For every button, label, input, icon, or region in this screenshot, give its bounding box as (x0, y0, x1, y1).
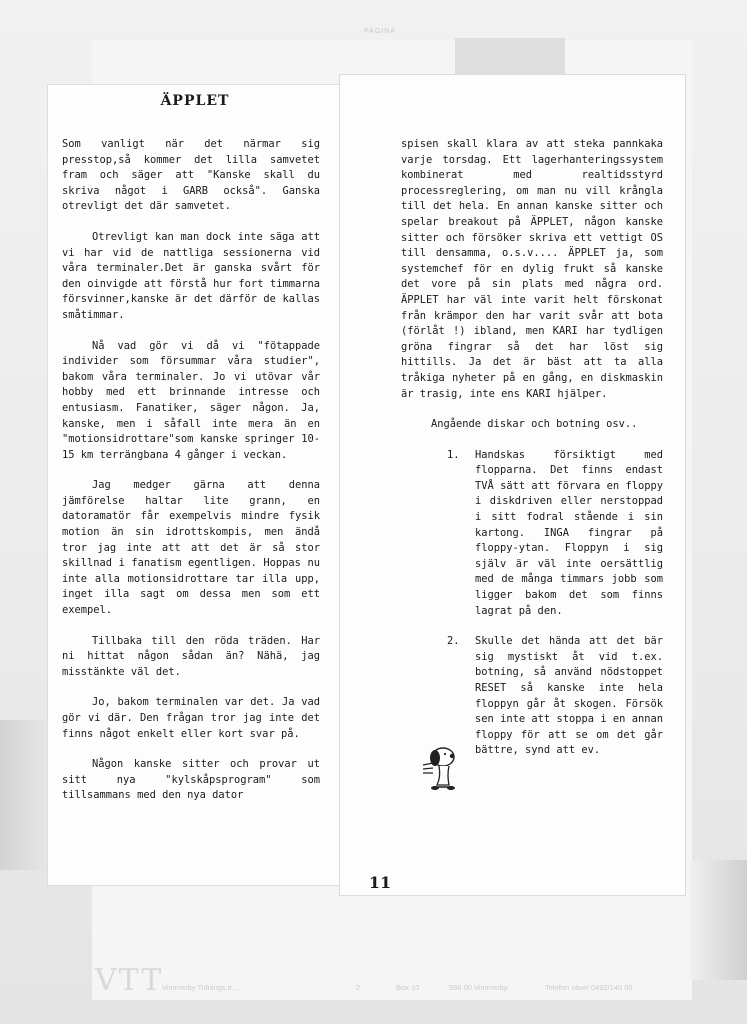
list-number: 1. (447, 448, 460, 461)
paragraph: Angående diskar och botning osv.. (431, 418, 638, 431)
right-column (401, 137, 663, 774)
footer-fragment: 2 (356, 983, 361, 992)
footer-phone: Telefon växel 0492/140 00 (545, 983, 633, 992)
list-item-text: Handskas försiktigt med flopparna. Det finns endast TVÅ sätt att förvara en floppy i diskdriven eller nerstoppad i sitt fodral stående i sin kartong. INGA fingrar på floppy-ytan. Floppyn i sig själv är väl inte oersättlig med de många timmars jobb som ligger bakom det som finns lagrat på den. (475, 448, 663, 617)
list-item (401, 448, 663, 620)
numbered-list (401, 448, 663, 759)
page-number: 11 (368, 873, 392, 892)
header-strip: PAGINA (364, 28, 396, 35)
paragraph: Någon kanske sitter och provar ut sitt nya "kylskåpsprogram" som tillsammans med den nya dator (62, 758, 320, 802)
paragraph: Jo, bakom terminalen var det. Ja vad gör vi där. Den frågan tror jag inte det finns något enkelt eller kort svar på. (62, 696, 320, 740)
vtt-logo: VTT (95, 963, 164, 998)
left-column (62, 137, 320, 819)
list-number: 2. (447, 635, 460, 648)
article-title: ÄPPLET (160, 93, 230, 109)
paragraph: Nå vad gör vi då vi "fötappade individer som försummar våra studier", bakom våra terminaler. Jo vi utövar vår hobby med ett brinnande intresse och entusiasm. Fanatiker, säger någon. Ja, kanske, men i såfall inte mera än en "motionsidrottare"som kanske springer 10-15 km terrängbana 4 gånger i veckan. (62, 339, 320, 461)
scan-shadow-left (0, 720, 48, 870)
footer-publisher: Vimmerby Tidnings tr... (162, 983, 239, 992)
paragraph: spisen skall klara av att steka pannkaka varje torsdag. Ett lagerhanteringssystem kombinerat med realtidsstyrd processreglering, om man nu vill krångla till det hela. En annan kanske sitter och spelar breakout på ÄPPLET, någon kanske sitter och försöker skriva ett vettigt OS till densamma, o.s.v.... ÄPPLET ja, som systemchef för en dylig frukt så kanske det vore på sin plats med några ord. ÄPPLET har väl inte varit helt förskonat från krämpor den har varit svår att bota (förlåt !) ibland, men KARI har tydligen gröna fingrar så det har löst sig hittills. Ja det är bäst att ta alla tråkiga nyheter på en gång, en diskmaskin är trasig, inte ens KARI hjälper. (401, 138, 663, 400)
paragraph: Som vanligt när det närmar sig presstop,så kommer det lilla samvetet fram och säger att "Kanske skall du skriva något i GARB också". Ganska otrevligt det där samvetet. (62, 138, 320, 213)
footer-box: Box 10 (396, 983, 420, 992)
paragraph: Otrevligt kan man dock inte säga att vi har vid de nattliga sessionerna vid våra terminaler.Det är ganska svårt för den oinvigde att förstå hur fort timmarna försvinner,kanske är det därför de kallas småtimmar. (62, 230, 320, 321)
snoopy-illustration-icon (419, 743, 463, 793)
list-item (401, 634, 663, 759)
footer-postal: 598 00 Vimmerby (449, 983, 508, 992)
scan-shadow-top (455, 38, 565, 78)
paragraph: Tillbaka till den röda träden. Har ni hittat någon sådan än? Nähä, jag misstänkte väl det. (62, 634, 320, 678)
footer (0, 955, 747, 1005)
paragraph: Jag medger gärna att denna jämförelse haltar lite grann, en datoramatör får exempelvis mindre fysik motion än sin idrottskompis, men ändå tror jag inte att att det är så stor skillnad i fanatism egentligen. Hoppas nu inte alla motionsidrottare tar illa upp, inget illa sagt om dessa men som ett exempel. (62, 479, 320, 617)
list-item-text: Skulle det hända att det bär sig mystiskt åt vid t.ex. botning, så använd nödstoppet RESET så kanske inte hela floppyn går åt skogen. Försök sen inte att stoppa i en annan floppy för att se om det går bättre, synd att ev. (475, 635, 663, 757)
